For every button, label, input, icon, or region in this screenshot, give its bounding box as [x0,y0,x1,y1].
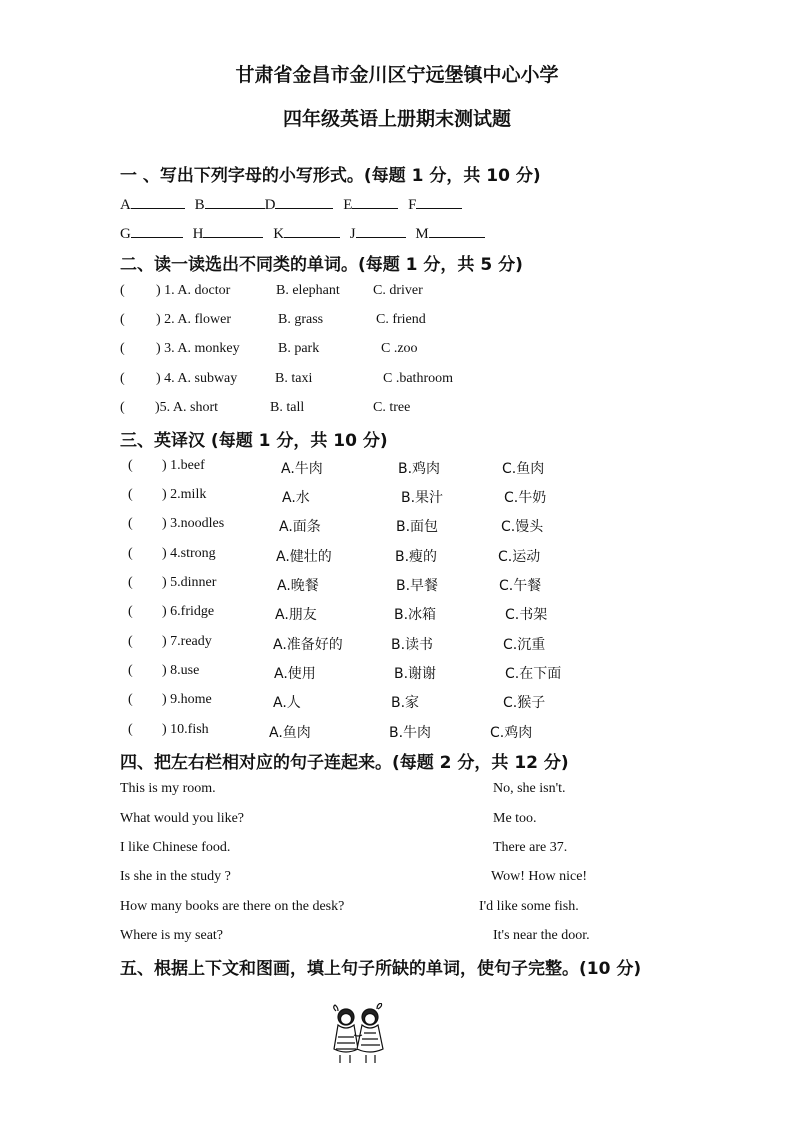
option-b: B. tall [270,400,305,415]
letter-b: B [194,197,205,213]
answer-paren[interactable]: ( [120,312,125,327]
section3-heading: 三、英译汉 (每题 1 分，共 10 分) [120,431,388,451]
question-text: )5. A. short [155,400,218,415]
option-a: A.人 [273,695,301,711]
answer-paren[interactable]: ( [128,575,133,590]
answer-paren[interactable]: ( [128,663,133,678]
match-right-item[interactable]: There are 37. [493,840,568,855]
answer-paren[interactable]: ( [128,458,133,473]
option-c: C. driver [373,283,423,298]
option-c: C. tree [373,400,411,415]
letter-f: F [408,197,417,213]
option-c: C.鱼肉 [502,461,545,477]
option-c: C.运动 [498,549,541,565]
question-text: ) 1. A. doctor [156,283,231,298]
question-text: ) 3.noodles [162,516,225,531]
answer-paren[interactable]: ( [128,722,133,737]
question-text: ) 2. A. flower [156,312,232,327]
answer-paren[interactable]: ( [128,546,133,561]
option-c: C.在下面 [505,666,562,682]
question-text: ) 1.beef [162,458,205,473]
question-text: ) 9.home [162,692,212,707]
option-b: B.面包 [396,519,439,535]
option-b: B. grass [278,312,324,327]
question-text: ) 10.fish [162,722,209,737]
option-b: B.果汁 [401,490,444,506]
option-a: A.面条 [279,519,321,535]
option-b: B.鸡肉 [398,461,441,477]
match-left-item[interactable]: Where is my seat? [120,928,224,943]
answer-blank[interactable] [131,194,185,209]
question-text: ) 6.fridge [162,604,215,619]
option-b: B. elephant [276,283,340,298]
option-b: B.早餐 [396,578,439,594]
letter-j: J [349,226,356,242]
answer-paren[interactable]: ( [120,341,125,356]
match-right-item[interactable]: It's near the door. [493,928,590,943]
match-left-item[interactable]: This is my room. [120,781,216,796]
answer-blank[interactable] [356,223,406,238]
section2-heading: 二、读一读选出不同类的单词。(每题 1 分，共 5 分) [120,255,523,275]
option-a: A.使用 [274,666,316,682]
question-text: ) 3. A. monkey [156,341,240,356]
match-left-item[interactable]: I like Chinese food. [120,840,231,855]
match-left-item[interactable]: Is she in the study ? [120,869,231,884]
answer-paren[interactable]: ( [128,604,133,619]
option-b: B.谢谢 [394,666,437,682]
question-text: ) 4. A. subway [156,371,238,386]
option-c: C.书架 [505,607,548,623]
answer-blank[interactable] [131,223,183,238]
answer-paren[interactable]: ( [128,487,133,502]
option-a: A.鱼肉 [269,725,311,741]
option-a: A.水 [282,490,310,506]
exam-title: 四年级英语上册期末测试题 [282,108,511,130]
match-left-item[interactable]: How many books are there on the desk? [120,899,345,914]
question-text: ) 5.dinner [162,575,217,590]
letters-row-1 [120,194,462,214]
answer-blank[interactable] [429,223,485,238]
option-a: A.晚餐 [277,578,319,594]
option-c: C .zoo [381,341,418,356]
question-text: ) 2.milk [162,487,207,502]
option-c: C.午餐 [499,578,542,594]
letters-row-2 [120,223,485,243]
option-c: C.鸡肉 [490,725,533,741]
answer-paren[interactable]: ( [128,634,133,649]
option-b: B.牛肉 [389,725,432,741]
question-text: ) 7.ready [162,634,212,649]
option-b: B.冰箱 [394,607,437,623]
option-b: B.家 [391,695,420,711]
question-text: ) 8.use [162,663,200,678]
letter-e: E [343,197,353,213]
option-b: B. taxi [275,371,313,386]
answer-blank[interactable] [275,194,333,209]
letter-d: D [264,197,276,213]
section4-heading: 四、把左右栏相对应的句子连起来。(每题 2 分，共 12 分) [120,753,569,773]
letter-a: A [120,197,131,213]
answer-paren[interactable]: ( [120,400,125,415]
match-right-item[interactable]: I'd like some fish. [479,899,579,914]
option-c: C.猴子 [503,695,546,711]
answer-blank[interactable] [205,194,265,209]
option-a: A.牛肉 [281,461,323,477]
section5-heading: 五、根据上下文和图画，填上句子所缺的单词，使句子完整。(10 分) [120,959,642,979]
letter-g: G [120,226,131,242]
option-b: B.读书 [391,637,434,653]
school-title: 甘肃省金昌市金川区宁远堡镇中心小学 [235,64,559,86]
match-right-item[interactable]: Wow! How nice! [491,869,588,884]
answer-blank[interactable] [416,194,462,209]
answer-paren[interactable]: ( [128,692,133,707]
letter-k: K [273,226,285,242]
answer-blank[interactable] [284,223,340,238]
option-c: C.馒头 [501,519,544,535]
section1-heading: 一 、写出下列字母的小写形式。(每题 1 分，共 10 分) [120,166,541,186]
answer-blank[interactable] [352,194,398,209]
match-right-item[interactable]: No, she isn't. [493,781,566,796]
answer-paren[interactable]: ( [128,516,133,531]
option-a: A.准备好的 [273,637,343,653]
option-b: B.瘦的 [395,549,438,565]
option-b: B. park [278,341,320,356]
question-text: ) 4.strong [162,546,216,561]
option-c: C.沉重 [503,637,546,653]
option-a: A.健壮的 [276,549,332,565]
two-girls-illustration [328,1003,388,1065]
letter-h: H [192,226,204,242]
option-a: A.朋友 [275,607,317,623]
answer-blank[interactable] [203,223,263,238]
answer-paren[interactable]: ( [120,371,125,386]
option-c: C.牛奶 [504,490,547,506]
option-c: C .bathroom [383,371,453,386]
match-left-item[interactable]: What would you like? [120,811,245,826]
option-c: C. friend [376,312,426,327]
letter-m: M [415,226,429,242]
match-right-item[interactable]: Me too. [493,811,537,826]
answer-paren[interactable]: ( [120,283,125,298]
